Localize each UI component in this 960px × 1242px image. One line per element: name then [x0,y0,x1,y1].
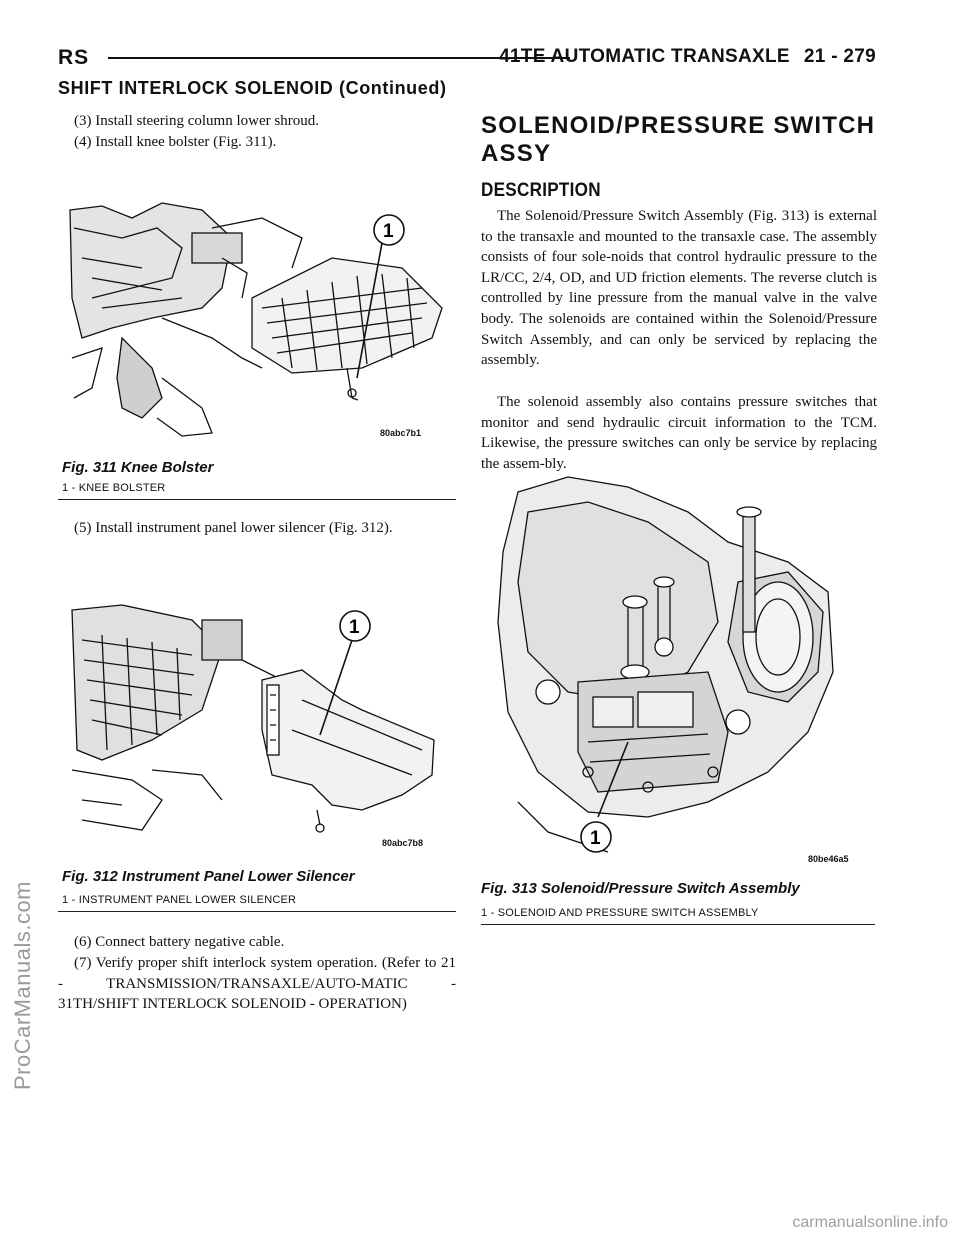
fig313-callout: 1 [590,828,601,849]
fig311-title: Fig. 311 Knee Bolster [62,459,214,476]
fig313-rule [481,924,875,925]
description-paragraph-1: The Solenoid/Pressure Switch Assembly (Fig. 313) is external to the transaxle and mounted to the transaxle case. The assembly consists of four sole-noids that control hydraulic pressure to the LR/CC, 2/4, OD, and UD friction elements. The reverse clutch is controlled by line pressure from the manual valve in the valve body. The solenoids are contained within the Solenoid/Pressure Switch Assembly, and can only be serviced by replacing the assembly. [481,208,877,369]
header-vehicle-code: RS [58,46,90,69]
fig311-rule [58,499,456,500]
fig313-title: Fig. 313 Solenoid/Pressure Switch Assembly [481,880,800,897]
fig312-rule [58,911,456,912]
knee-bolster-illustration [62,198,454,442]
figure-313 [488,472,874,868]
figure-312 [62,600,454,850]
fig311-callout: 1 [383,221,394,242]
fig313-legend: 1 - SOLENOID AND PRESSURE SWITCH ASSEMBLY [481,907,759,919]
section-title: SOLENOID/PRESSURE SWITCH ASSY [481,112,876,167]
side-watermark: ProCarManuals.com [10,880,35,1090]
step-4: (4) Install knee bolster (Fig. 311). [74,134,277,150]
page-number: 21 - 279 [803,46,876,67]
fig312-title: Fig. 312 Instrument Panel Lower Silencer [62,868,355,885]
fig313-code: 80be46a5 [808,854,849,864]
lower-silencer-illustration [62,600,454,850]
step-3: (3) Install steering column lower shroud. [74,113,319,129]
header-title [499,46,876,68]
footer-watermark: carmanualsonline.info [792,1214,948,1231]
solenoid-assembly-illustration [488,472,874,868]
header-section-title: 41TE AUTOMATIC TRANSAXLE [499,46,790,67]
running-head: SHIFT INTERLOCK SOLENOID (Continued) [58,78,447,98]
page-header [58,46,876,70]
description-heading: DESCRIPTION [481,180,601,201]
description-paragraph-2: The solenoid assembly also contains pressure switches that monitor and send hydraulic circuit information to the TCM. Likewise, the pressure switches can only be service by replacing the assem-bly. [481,394,877,472]
step-6: (6) Connect battery negative cable. [74,934,285,950]
figure-311 [62,198,454,442]
fig312-code: 80abc7b8 [382,838,424,848]
fig312-legend: 1 - INSTRUMENT PANEL LOWER SILENCER [62,894,297,906]
fig311-code: 80abc7b1 [380,428,422,438]
fig312-callout: 1 [349,617,360,638]
step-7: (7) Verify proper shift interlock system operation. (Refer to 21 - TRANSMISSION/TRANSAXLE/AUTO-MATIC - 31TH/SHIFT INTERLOCK SOLENOID - OPERATION) [58,955,456,1013]
step-5: (5) Install instrument panel lower silencer (Fig. 312). [74,520,393,536]
fig311-legend: 1 - KNEE BOLSTER [62,482,166,494]
